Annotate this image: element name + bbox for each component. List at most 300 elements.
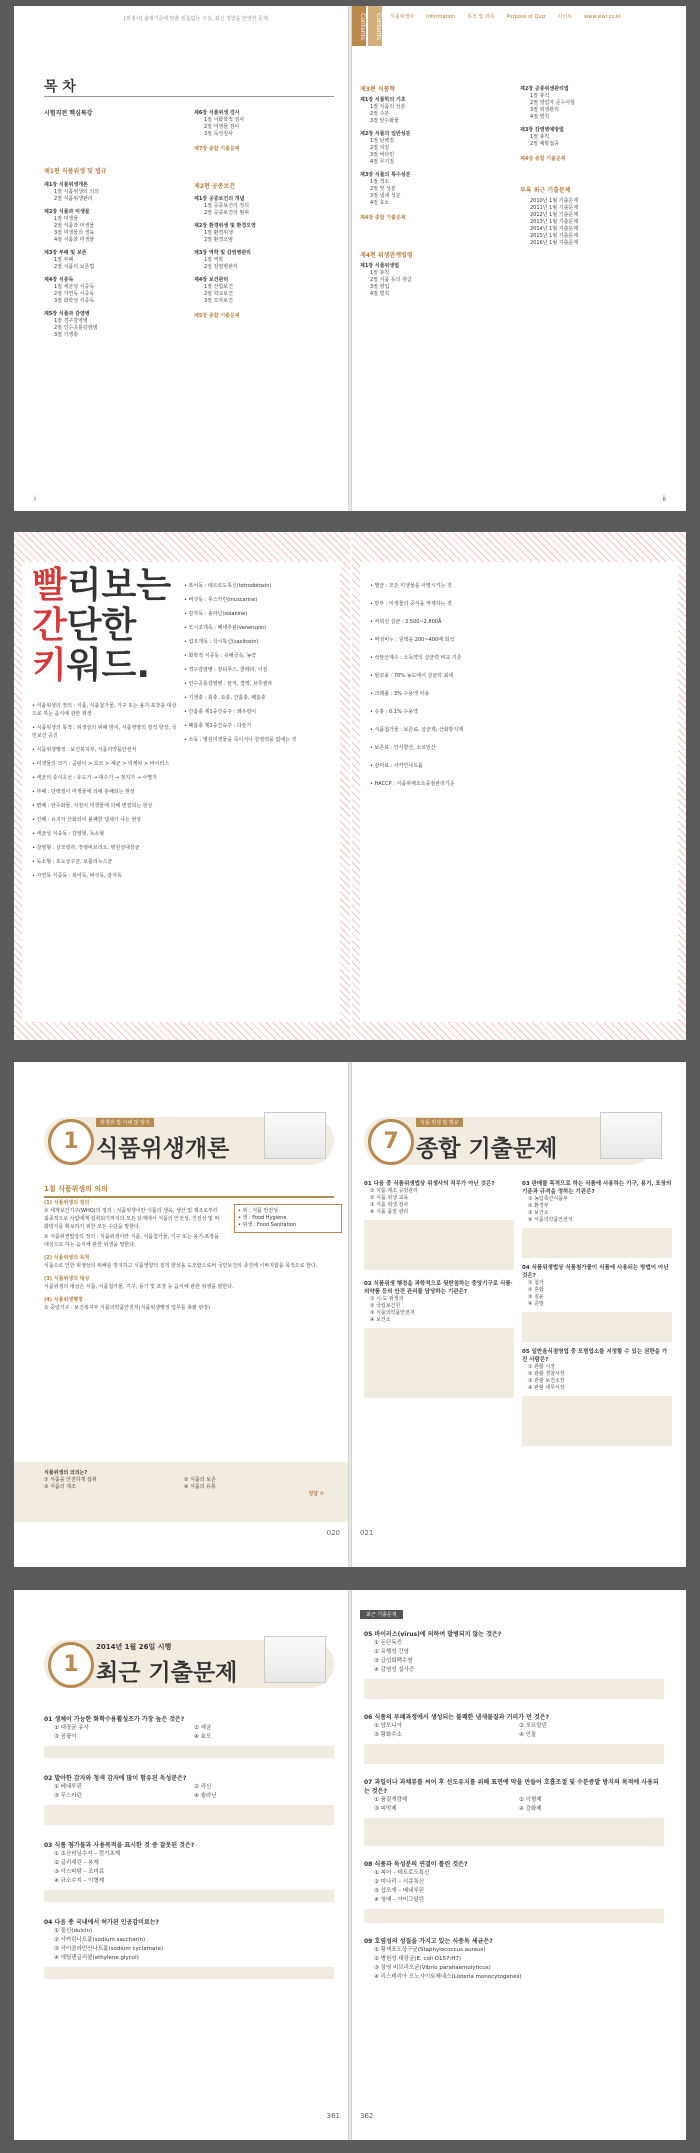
definition-box <box>234 1204 342 1233</box>
part2-heading: 제2편 공중보건 <box>194 183 236 190</box>
para-4: 식품위생의 대상은 식품, 식품첨가물, 기구, 용기 및 포장 등 음식에 관한 위생을 말한다. <box>44 1284 234 1290</box>
para-1: ① 세계보건기구(WHO)의 정의 : 식품위생이란 식품의 생육, 생산 및 제조로부터 최종적으로 사람에게 섭취되기까지의 모든 단계에서 식품의 안전성, 건전성 및 악화방지를 확보하기 위한 모든 수단을 말한다. <box>44 1208 220 1230</box>
rq5-options <box>364 1639 664 1675</box>
title-2b: 단한 <box>66 605 137 646</box>
lq2-text: 02 발아한 감자와 청색 감자에 많이 함유된 독성분은? <box>44 1775 187 1782</box>
definition-line: • 위 : 식품 안전성 <box>238 1208 278 1214</box>
col4-h3: 제4장 종합 기출문제 <box>520 156 566 162</box>
toc-item: 4절 무기질 <box>370 159 395 165</box>
top-link: www.siwi.co.kr <box>584 14 621 20</box>
exam-item: 2013년 1월 기출문제 <box>530 219 579 225</box>
col2-h5: 제3장 역학 및 감염병관리 <box>194 250 252 256</box>
col4-list1 <box>520 93 680 121</box>
chapter-item: 4절 식품과 미생물 <box>54 237 95 243</box>
lq4-text: 04 다음 중 국내에서 허가된 인공감미료는? <box>44 1919 160 1926</box>
keyword-bullet: • 섭조개독 : 삭시톡신(saxitoxin) <box>184 639 259 645</box>
toc-title: 목 차 <box>44 79 76 95</box>
keyword-bullet: • 보존료 : 안식향산, 소르빈산 <box>370 745 436 751</box>
answer-option: ① 농림축산식품부 <box>528 1196 568 1202</box>
answer-option: ④ 솔라닌 <box>194 1793 217 1799</box>
answer-option: ④ 효모 <box>194 1734 212 1740</box>
answer-option: ② 리신 <box>194 1784 212 1790</box>
spread-keywords <box>14 532 686 1040</box>
col2-list6 <box>194 284 344 305</box>
answer-option: ③ 급성회백수염 <box>374 1658 413 1664</box>
answer-option: ② 병원성 대장균(E. coli O157:H7) <box>374 1956 462 1962</box>
answer-option: ③ 침윤 <box>528 1294 544 1300</box>
keyword-bullet: • 미생물의 크기 : 곰팡이 > 효모 > 세균 > 리케차 > 바이러스 <box>32 761 170 767</box>
chapter-item: 2절 식품위생관리 <box>54 196 93 202</box>
contents-side-tab: Contents <box>352 6 366 46</box>
toc-item: 2절 수분 <box>370 111 390 117</box>
page-number-right: ⅱ <box>662 495 666 503</box>
title-2a: 간 <box>32 605 67 646</box>
q1-explanation <box>364 1220 514 1270</box>
answer-option: ② 사카린나트륨(sodium saccharin) <box>54 1937 146 1943</box>
keyword-bullet: • 부패 : 단백질이 미생물에 의해 분해되는 현상 <box>32 789 135 795</box>
col4-h2: 제3장 감염병예방법 <box>520 127 564 133</box>
rq5-text: 05 바이러스(virus)에 의하여 발병되지 않는 것은? <box>364 1631 502 1638</box>
q2-text: 02 식품위생 행정을 과학적으로 뒷받침하는 중앙기구로 식품·의약품 등의 안전 관리를 담당하는 기관은? <box>364 1281 513 1295</box>
para-2: ② 식품위생법상의 정의 : 식품위생이란 식품, 식품첨가물, 기구 또는 용기·포장을 대상으로 하는 음식에 관한 위생을 말한다. <box>44 1234 219 1248</box>
col4-h1: 제2장 공중위생관리법 <box>520 86 569 92</box>
toc-item: 1절 공중보건의 정의 <box>204 203 250 209</box>
title-rule <box>44 96 334 97</box>
toc-item: 2절 식품 등의 취급 <box>370 277 412 283</box>
subhead-2: (2) 식품위생의 목적 <box>44 1255 90 1261</box>
exam-title: 최근 기출문제 <box>96 1660 238 1686</box>
quiz-option: ① 식품을 안전하게 섭취 <box>44 1477 97 1483</box>
lq4-explanation <box>44 1967 334 1979</box>
exam-left-questions <box>44 1715 334 1983</box>
answer-option: ② 이형제 <box>519 1797 542 1803</box>
subhead-1: (1) 식품위생의 정의 <box>44 1200 90 1206</box>
answer-option: ① 품질개량제 <box>374 1797 408 1803</box>
answer-option: ① 첨가 <box>528 1280 544 1286</box>
section-title: 1절 식품위생의 의의 <box>44 1184 334 1198</box>
col3-list2 <box>360 138 510 166</box>
answer-option: ④ 증발 <box>528 1301 544 1307</box>
keyword-bullet: • 크레졸 : 3% 수용액 사용 <box>370 691 430 697</box>
keyword-title <box>32 566 171 686</box>
page-number-left-3: 020 <box>326 1529 340 1537</box>
q2-explanation <box>364 1328 514 1398</box>
answer-option: ② 미나리 – 시큐톡신 <box>374 1879 425 1885</box>
q5-text: 05 일반음식점영업 중 모범업소를 지정할 수 있는 권한을 가진 사람은? <box>522 1349 668 1363</box>
answer-option: ③ 보건소 <box>528 1210 549 1216</box>
col2-list4 <box>194 230 344 244</box>
q4-explanation <box>522 1312 672 1342</box>
rq6-options <box>364 1722 664 1740</box>
page-number-left-4: 361 <box>326 2112 340 2120</box>
answer-option: ④ 규소수지 – 이형제 <box>54 1878 105 1884</box>
col2-list1 <box>194 117 344 138</box>
keyword-bullet: • 알코올 : 70% 농도에서 살균력 최대 <box>370 673 454 679</box>
keyword-bullet: • HACCP : 식품위해요소중점관리기준 <box>370 781 455 787</box>
chapter-item: 3절 화학성 식중독 <box>54 298 95 304</box>
keyword-bullet: • 경구감염병 : 장티푸스, 콜레라, 이질 <box>184 667 268 673</box>
answer-option: ④ 에틸렌글리콜(ethylene glycol) <box>54 1955 139 1961</box>
chapter-heading: 제3장 부패 및 보존 <box>44 250 87 256</box>
toc-item: 2절 맛 성분 <box>370 186 396 192</box>
col3-h1: 제1장 식품학의 기초 <box>360 97 406 103</box>
quiz-answer: 정답 ① <box>308 1491 324 1497</box>
col1-title: 시험직전 핵심특강 <box>44 110 93 117</box>
toc-item: 1절 색소 <box>370 179 390 185</box>
answer-option: ④ 강화제 <box>519 1806 542 1812</box>
left-chapter-title: 식품위생개론 <box>96 1136 230 1162</box>
contents-left-page <box>14 6 350 511</box>
keyword-bullet: • 식품위생행정 : 보건복지부, 식품의약품안전처 <box>32 747 137 753</box>
toc-item: 3절 냄새 성분 <box>370 193 401 199</box>
toc-item: 3절 영업 <box>370 284 390 290</box>
keyword-left-card <box>22 562 340 1022</box>
para-5: ① 중앙기구 : 보건복지부 식품의약품안전처(식품위생행정 업무를 총괄 관장) <box>44 1305 211 1311</box>
q3-text: 03 판매를 목적으로 하는 식품에 사용하는 기구, 용기, 포장의 기준과 규격을 정하는 기관은? <box>522 1181 672 1195</box>
col2 <box>194 110 344 320</box>
answer-option: ④ 관할 세무서장 <box>528 1385 565 1391</box>
lq3-options <box>44 1850 334 1886</box>
subhead-4: (4) 식품위생행정 <box>44 1297 83 1303</box>
answer-option: ① 베네루핀 <box>54 1784 82 1790</box>
col3-h4: 제4장 종합 기출문제 <box>360 215 406 221</box>
rq7-options <box>364 1796 664 1814</box>
answer-option: ① 돈단독증 <box>374 1640 402 1646</box>
answer-option: ② 관할 경찰서장 <box>528 1371 565 1377</box>
keyword-list-right <box>370 582 670 798</box>
lq3-explanation <box>44 1890 334 1902</box>
title-1a: 빨 <box>32 565 67 606</box>
rq6-text: 06 식품의 부패과정에서 생성되는 불쾌한 냄새물질과 거리가 먼 것은? <box>364 1714 550 1721</box>
answer-option: ① 시·도 위생과 <box>370 1296 404 1302</box>
exam-item: 2010년 1월 기출문제 <box>530 198 579 204</box>
toc-item: 3절 비타민 <box>370 152 395 158</box>
answer-option: ④ 식품의약품안전처 <box>528 1217 573 1223</box>
lq4-options <box>44 1927 334 1963</box>
keyword-bullet: • 세균성 식중독 : 감염형, 독소형 <box>32 831 105 837</box>
col2-h6: 제4장 보건관리 <box>194 277 229 283</box>
q5-explanation <box>522 1396 672 1446</box>
answer-option: ③ 관할 보건소장 <box>528 1378 565 1384</box>
exam-right-page <box>350 1590 686 2140</box>
contents-right-page <box>350 6 686 511</box>
toc-item: 2절 영업자 준수사항 <box>530 100 576 106</box>
col4-exam-list <box>520 198 680 247</box>
chapter-item: 1절 세균성 식중독 <box>54 284 95 290</box>
lq3-text: 03 식품 첨가물과 사용목적을 표시한 것 중 잘못된 것은? <box>44 1842 195 1849</box>
page-number-left: ⅰ <box>34 495 36 503</box>
keyword-bullet: • 식품위생의 정의 : 식품, 식품첨가물, 기구 또는 용기·포장을 대상으로 하는 음식에 관한 위생 <box>32 703 177 717</box>
rq8-explanation <box>364 1909 664 1923</box>
chapter-item: 2절 식품의 보존법 <box>54 264 95 270</box>
toc-item: 4절 벌칙 <box>370 291 390 297</box>
quiz-title: 식품위생의 의의는? <box>44 1470 88 1476</box>
spread-exam <box>14 1590 686 2140</box>
toc-item: 4절 효소 <box>370 200 390 206</box>
right-running-header: 최근 기출문제 <box>360 1610 403 1619</box>
toc-item: 2절 학교보건 <box>204 291 233 297</box>
toc-item: 1절 단백질 <box>370 138 395 144</box>
toc-item: 1절 식품의 성분 <box>370 104 406 110</box>
answer-option: ③ 장염 비브리오균(Vibrio parahaemolyticus) <box>374 1965 491 1971</box>
answer-option: ② 식품 위생 교육 <box>370 1195 409 1201</box>
right-chapter-badge: 7 <box>368 1119 414 1165</box>
top-link: 목적 및 과목 <box>467 14 495 20</box>
exam-item: 2016년 1월 기출문제 <box>530 240 579 246</box>
rq5-explanation <box>364 1679 664 1699</box>
toc-item: 3절 독성검사 <box>204 131 233 137</box>
col2-h7: 제5장 종합 기출문제 <box>194 313 240 319</box>
col3-h2: 제2장 식품의 일반성분 <box>360 131 411 137</box>
toc-item: 2절 미생물 검사 <box>204 124 240 130</box>
exam-item: 2012년 1월 기출문제 <box>530 212 579 218</box>
exam-illustration <box>264 1636 326 1683</box>
keyword-bullet: • 화학적 식중독 : 유해금속, 농약 <box>184 653 257 659</box>
illustration-left <box>264 1112 326 1159</box>
q5-options <box>522 1364 672 1392</box>
chapter-heading: 제5장 식품과 감염병 <box>44 311 90 317</box>
rq6-explanation <box>364 1744 664 1764</box>
exam-item: 2015년 1월 기출문제 <box>530 233 579 239</box>
answer-option: ③ 식품의약품안전처 <box>370 1310 415 1316</box>
keyword-bullet: • 모시조개독 : 베네루핀(venerupin) <box>184 625 267 631</box>
chapter-item: 2절 인수공통감염병 <box>54 325 98 331</box>
title-3a: 키 <box>32 645 67 686</box>
toc-item: 3절 탄수화물 <box>370 118 399 124</box>
answer-option: ① 복어 – 테트로도톡신 <box>374 1870 430 1876</box>
rq9-text: 09 호염성의 성질을 가지고 있는 식중독 세균은? <box>364 1938 493 1945</box>
lq2-options <box>44 1783 334 1801</box>
lq1-text: 01 생체이 가능한 화학수용활성조가 가장 높은 것은? <box>44 1716 185 1723</box>
rq8-text: 08 식품과 독성분의 연결이 틀린 것은? <box>364 1861 468 1868</box>
keyword-bullet: • 자연독 식중독 : 복어독, 버섯독, 감자독 <box>32 873 122 879</box>
left-top-band <box>14 1062 350 1082</box>
keyword-bullet: • 소독 : 병원미생물을 죽이거나 감염력을 없애는 것 <box>184 737 297 743</box>
chapter-left-page <box>14 1062 350 1567</box>
answer-option: ② 글리세린 – 용제 <box>54 1860 99 1866</box>
q3-explanation <box>522 1228 672 1258</box>
q1-options <box>364 1188 514 1216</box>
right-tag: 식품 위생 및 법규 <box>416 1118 463 1127</box>
page-number-right-4: 362 <box>360 2112 374 2120</box>
right-col-a <box>364 1180 514 1402</box>
q4-text: 04 식품위생법상 식품첨가물이 식품에 사용되는 방법이 아닌 것은? <box>522 1265 669 1279</box>
answer-option: ② 환경부 <box>528 1203 549 1209</box>
contents-side-tab-2: Contents <box>368 6 382 46</box>
chapter-heading: 제2장 식품과 미생물 <box>44 209 90 215</box>
chapter-item: 2절 자연독 식중독 <box>54 291 95 297</box>
answer-option: ② 국립보건원 <box>370 1303 401 1309</box>
answer-option: ② 세균 <box>194 1725 212 1731</box>
toc-item: 2절 예방접종 <box>530 141 559 147</box>
answer-option: ④ 보건소 <box>370 1317 391 1323</box>
keyword-bullet: • 산패 : 유지가 산화되어 불쾌한 냄새가 나는 현상 <box>32 817 142 823</box>
left-chapter-badge: 1 <box>48 1119 94 1165</box>
exam-right-questions <box>364 1630 664 1982</box>
col2-list3 <box>194 203 344 217</box>
answer-option: ③ 곰팡이 <box>54 1734 77 1740</box>
keyword-bullet: • 버섯독 : 무스카린(muscarine) <box>184 597 258 603</box>
answer-option: ① 암모니아 <box>374 1723 402 1729</box>
toc-item: 1절 이화학적 검사 <box>204 117 245 123</box>
toc-item: 1절 산업보건 <box>204 284 233 290</box>
keyword-bullet: • 감염형 : 살모넬라, 장염비브리오, 병원성대장균 <box>32 845 140 851</box>
answer-option: ③ 아스파탐 – 조미료 <box>54 1869 105 1875</box>
col3 <box>360 86 510 298</box>
title-1b: 리보는 <box>66 565 172 606</box>
quiz-option: ③ 식품의 제조 <box>44 1484 76 1490</box>
keyword-bullet: • 역성비누 : 원액을 200~400배 희석 <box>370 637 455 643</box>
answer-option: ① 식품 제조 공정관리 <box>370 1188 418 1194</box>
col2-h2: 제7장 종합 기출문제 <box>194 146 240 152</box>
top-links <box>390 14 680 21</box>
chapter-item: 1절 경구감염병 <box>54 318 88 324</box>
definition-line: • 위생 : Food Sanitation <box>238 1222 297 1228</box>
q2-options <box>364 1296 514 1324</box>
keyword-bullet: • 자외선 살균 : 2,500~2,800Å <box>370 619 442 625</box>
col2-h3: 제1장 공중보건의 개념 <box>194 196 245 202</box>
keyword-bullet: • 세균의 증식곡선 : 유도기 → 대수기 → 정지기 → 사멸기 <box>32 775 157 781</box>
toc-item: 2절 감염병관리 <box>204 264 238 270</box>
answer-option: ① 둘신(dulcin) <box>54 1928 93 1934</box>
keyword-bullet: • 기생충 : 회충, 요충, 간흡충, 폐흡충 <box>184 695 266 701</box>
quiz-option: ④ 식품의 유통 <box>184 1484 216 1490</box>
top-link: Purpose of Quiz <box>506 14 546 20</box>
top-link: 사이트 <box>557 14 573 20</box>
title-3b: 워드. <box>66 645 151 686</box>
top-link: 식품위생사 <box>390 14 415 20</box>
part5-heading: 부록 최근 기출문제 <box>520 187 571 194</box>
toc-item: 1절 총칙 <box>530 134 550 140</box>
rq7-text: 07 과일이나 과채류를 씨어 후 선도유지를 위해 표면에 막을 만들어 호흡조절 및 수분증발 방지의 목적에 사용되는 것은? <box>364 1779 659 1795</box>
answer-option: ③ 사이클라민산나트륨(sodium cyclamate) <box>54 1946 164 1952</box>
chapter-heading: 제1장 식품위생개론 <box>44 182 88 188</box>
exam-date: 2014년 1월 26일 시행 <box>96 1643 172 1651</box>
right-col-b <box>522 1180 672 1450</box>
chapter-item: 2절 식품과 미생물 <box>54 223 95 229</box>
answer-option: ① 대장균 유사 <box>54 1725 89 1731</box>
spread-contents <box>14 6 686 511</box>
keyword-bullet: • 승홍 : 0.1% 수용액 <box>370 709 418 715</box>
chapter-item: 1절 미생물 <box>54 216 79 222</box>
toc-item: 1절 총칙 <box>370 270 390 276</box>
q4-options <box>522 1280 672 1308</box>
exam-badge: 1 <box>48 1642 94 1688</box>
answer-option: ② 혼합 <box>528 1287 544 1293</box>
answer-option: ③ 식품 위생 검사 <box>370 1202 409 1208</box>
keyword-bullet: • 인수공통감염병 : 탄저, 결핵, 브루셀라 <box>184 681 273 687</box>
col4 <box>520 86 680 247</box>
col4-list2 <box>520 134 680 148</box>
right-chapter-title: 종합 기출문제 <box>416 1136 558 1162</box>
top-link: Information <box>426 14 456 20</box>
toc-item: 1절 총칙 <box>530 93 550 99</box>
quiz-option: ② 식품의 보존 <box>184 1477 216 1483</box>
col1-chapter-list <box>44 182 184 339</box>
answer-option: ③ 무스카린 <box>54 1793 82 1799</box>
q3-options <box>522 1196 672 1224</box>
keyword-bullet: • 간흡충 제1중간숙주 : 왜우렁이 <box>184 709 257 715</box>
part1-heading: 제1편 식품위생 및 법규 <box>44 168 107 175</box>
illustration-right <box>600 1112 662 1159</box>
col3-list3 <box>360 179 510 207</box>
exam-left-page <box>14 1590 350 2140</box>
col2-h4: 제2장 환경위생 및 환경오염 <box>194 223 256 229</box>
chapter-item: 3절 기생충 <box>54 332 79 338</box>
spread-chapter <box>14 1062 686 1567</box>
chapter-heading: 제4장 식중독 <box>44 277 74 283</box>
page-number-right-3: 021 <box>360 1529 374 1537</box>
keyword-bullet: • 독소형 : 포도상구균, 보툴리누스균 <box>32 859 113 865</box>
lq1-options <box>44 1724 334 1742</box>
toc-item: 2절 공중보건의 범위 <box>204 210 250 216</box>
toc-item: 1절 환경위생 <box>204 230 233 236</box>
keyword-bullet: • 감미료 : 사카린나트륨 <box>370 763 423 769</box>
col3-list5 <box>360 270 510 298</box>
header-text: [위생사] 출제기준에 맞춘 빈틈없는 구성, 최신 경향을 반영한 문제. <box>124 16 270 22</box>
toc-item: 4절 벌칙 <box>530 114 550 120</box>
part3-heading: 제3편 식품학 <box>360 86 396 93</box>
col2-list5 <box>194 257 344 271</box>
answer-option: ② 포르말린 <box>519 1723 547 1729</box>
q1-text: 01 다음 중 식품위생법상 위생사의 직무가 아닌 것은? <box>364 1181 495 1187</box>
answer-option: ① 황색포도상구균(Staphylococcus aureus) <box>374 1947 486 1953</box>
toc-item: 3절 모자보건 <box>204 298 233 304</box>
keyword-bullet: • 식품첨가물 : 보존료, 살균제, 산화방지제 <box>370 727 464 733</box>
col3-h3: 제3장 식품의 특수성분 <box>360 172 411 178</box>
quiz-box <box>44 1470 324 1498</box>
keyword-bullet: • 석탄산계수 : 소독약의 살균력 비교 기준 <box>370 655 462 661</box>
answer-option: ④ 청매 – 아미그달린 <box>374 1897 425 1903</box>
answer-option: ① 초산비닐수지 – 껌기초제 <box>54 1851 121 1857</box>
toc-item: 1절 역학 <box>204 257 224 263</box>
part4-heading: 제4편 위생관계법령 <box>360 252 413 259</box>
answer-option: ③ 황화수소 <box>374 1732 402 1738</box>
subhead-3: (3) 식품위생의 대상 <box>44 1276 90 1282</box>
keyword-right-card <box>360 562 678 1022</box>
keyword-bullet: • 변패 : 탄수화물, 지질이 미생물에 의해 변질되는 현상 <box>32 803 153 809</box>
exam-item: 2014년 1월 기출문제 <box>530 226 579 232</box>
keyword-bullet: • 멸균 : 모든 미생물을 사멸시키는 것 <box>370 583 452 589</box>
rq7-explanation <box>364 1818 664 1846</box>
keyword-bullet: • 복어독 : 테트로도톡신(tetrodotoxin) <box>184 583 272 589</box>
keyword-list-mid <box>184 582 334 750</box>
rq8-options <box>364 1869 664 1905</box>
keyword-bullet: • 폐흡충 제1중간숙주 : 다슬기 <box>184 723 252 729</box>
lq2-explanation <box>44 1805 334 1825</box>
chapter-right-page <box>350 1062 686 1567</box>
toc-item: 2절 환경오염 <box>204 237 233 243</box>
answer-option: ③ 피막제 <box>374 1806 397 1812</box>
para-3: 식품으로 인한 위생상의 위해를 방지하고 식품영양의 질적 향상을 도모함으로써 국민보건의 증진에 이바지함을 목적으로 한다. <box>44 1263 318 1269</box>
keyword-bullet: • 방부 : 미생물의 증식을 억제하는 것 <box>370 601 452 607</box>
toc-item: 2절 지질 <box>370 145 390 151</box>
col2-h1: 제6장 식품위생 검사 <box>194 110 240 116</box>
answer-option: ④ 식품 품질 관리 <box>370 1209 409 1215</box>
keyword-list-left <box>32 702 177 886</box>
col3-list1 <box>360 104 510 125</box>
lq1-explanation <box>44 1746 334 1758</box>
col3-h5: 제1장 식품위생법 <box>360 263 400 269</box>
rq9-options <box>364 1946 664 1982</box>
chapter-item: 3절 미생물의 생육 <box>54 230 95 236</box>
chapter-item: 1절 식품위생의 의의 <box>54 189 100 195</box>
toc-item: 3절 위생관리 <box>530 107 559 113</box>
quiz-options <box>44 1477 324 1491</box>
keyword-bullet: • 감자독 : 솔라닌(solanine) <box>184 611 248 617</box>
exam-item: 2011년 1월 기출문제 <box>530 205 579 211</box>
answer-option: ③ 섭조개 – 베네루핀 <box>374 1888 425 1894</box>
